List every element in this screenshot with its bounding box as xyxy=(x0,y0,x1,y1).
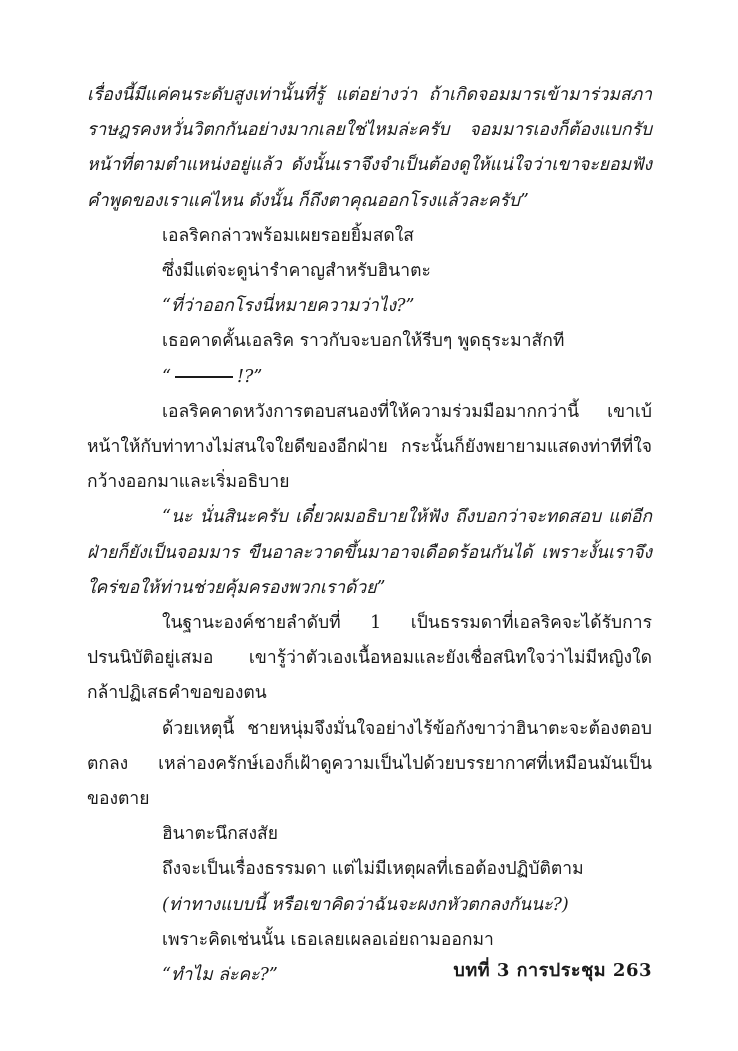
open-quote: “ xyxy=(162,366,171,387)
dash-rule xyxy=(175,376,233,378)
paragraph: ถึงจะเป็นเรื่องธรรมดา แต่ไม่มีเหตุผลที่เธอต้องปฏิบัติตาม xyxy=(162,859,584,880)
close-quote: !?” xyxy=(236,366,263,387)
page-footer: บทที่ 3 การประชุม 263 xyxy=(453,960,652,981)
dialogue-line xyxy=(87,360,652,395)
dialogue-line: “นะ นั่นสินะครับ เดี๋ยวผมอธิบายให้ฟัง ถึงบอกว่าจะทดสอบ แต่อีกฝ่ายก็ยังเป็นจอมมาร ขืนอาละวาดขึ้นมาอาจเดือดร้อนกันได้ เพราะงั้นเราจึงใคร่ขอให้ท่านช่วยคุ้มครองพวกเราด้วย” xyxy=(87,507,652,598)
paragraph: ฮินาตะนึกสงสัย xyxy=(162,824,278,845)
paragraph: ในฐานะองค์ชายลำดับที่ 1 เป็นธรรมดาที่เอลริคจะได้รับการปรนนิบัติอยู่เสมอ เขารู้ว่าตัวเองเนื้อหอมและยังเชื่อสนิทใจว่าไม่มีหญิงใดกล้าปฏิเสธคำขอของตน xyxy=(87,613,652,704)
paragraph: เอลริคกล่าวพร้อมเผยรอยยิ้มสดใส xyxy=(162,225,414,246)
paragraph: เธอคาดคั้นเอลริค ราวกับจะบอกให้รีบๆ พูดธุระมาสักที xyxy=(162,331,565,352)
paragraph: เอลริคคาดหวังการตอบสนองที่ให้ความร่วมมือมากกว่านี้ เขาเบ้หน้าให้กับท่าทางไม่สนใจใยดีของอีกฝ่าย กระนั้นก็ยังพยายามแสดงท่าทีที่ใจกว้างออกมาและเริ่มอธิบาย xyxy=(87,401,652,493)
paragraph: ด้วยเหตุนี้ ชายหนุ่มจึงมั่นใจอย่างไร้ข้อกังขาว่าฮินาตะจะต้องตอบตกลง เหล่าองครักษ์เองก็เฝ้าดูความเป็นไปด้วยบรรยากาศที่เหมือนมันเป็นของตาย xyxy=(87,718,652,810)
paragraph: เพราะคิดเช่นนั้น เธอเลยเผลอเอ่ยถามออกมา xyxy=(162,929,494,950)
paragraph: เรื่องนี้มีแค่คนระดับสูงเท่านั้นที่รู้ แต่อย่างว่า ถ้าเกิดจอมมารเข้ามาร่วมสภาราษฎรคงหวั่นวิตกกันอย่างมากเลยใช่ไหมล่ะครับ จอมมารเองก็ต้องแบกรับหน้าที่ตามตำแหน่งอยู่แล้ว ดังนั้นเราจึงจำเป็นต้องดูให้แน่ใจว่าเขาจะยอมฟังคำพูดของเราแค่ไหน ดังนั้น ก็ถึงตาคุณออกโรงแล้วละครับ” xyxy=(87,85,652,211)
dialogue-line: “ทำไม ล่ะคะ?” xyxy=(162,965,278,986)
dialogue-line: “ที่ว่าออกโรงนี่หมายความว่าไง?” xyxy=(162,296,415,317)
paragraph: ซึ่งมีแต่จะดูน่ารำคาญสำหรับฮินาตะ xyxy=(162,261,431,282)
thought-line: (ท่าทางแบบนี้ หรือเขาคิดว่าฉันจะผงกหัวตกลงกันนะ?) xyxy=(162,894,569,915)
body-text xyxy=(87,78,652,993)
